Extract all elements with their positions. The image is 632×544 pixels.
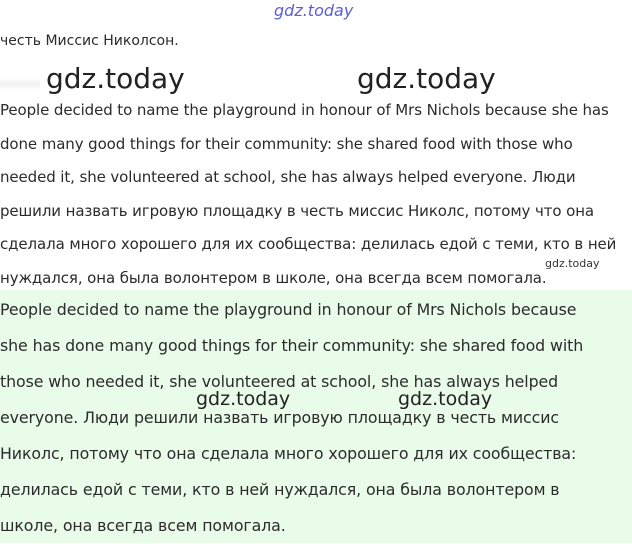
previous-text-line: честь Миссис Николсон. (0, 33, 179, 49)
answer-line: сделала много хорошего для их сообщества: делилась едой с теми, кто в ней (0, 235, 617, 253)
answer-line: нуждался, она была волонтером в школе, она всегда всем помогала. (0, 268, 547, 287)
answer-paragraph (0, 94, 632, 295)
highlighted-line: she has done many good things for their community: she shared food with (0, 336, 584, 355)
watermark-middle-left: gdz.today (196, 388, 291, 410)
highlighted-line: школе, она всегда всем помогала. (0, 516, 286, 535)
watermark-small: gdz.today (545, 257, 600, 270)
watermark-top: gdz.today (274, 1, 354, 20)
watermark-right-large: gdz.today (357, 62, 496, 95)
highlighted-line: делилась едой с теми, кто в ней нуждался, она была волонтером в (0, 480, 560, 499)
watermark-left-large: gdz.today (46, 62, 185, 95)
highlighted-line: Николс, потому что она сделала много хорошего для их сообщества: (0, 444, 577, 463)
watermark-middle-right: gdz.today (398, 388, 493, 410)
answer-line: решили назвать игровую площадку в честь миссис Николс, потому что она (0, 201, 595, 220)
answer-line: needed it, she volunteered at school, she has always helped everyone. Люди (0, 168, 576, 186)
divider (0, 78, 40, 90)
highlighted-line: everyone. Люди решили назвать игровую площадку в честь миссис (0, 408, 559, 427)
highlighted-line: People decided to name the playground in honour of Mrs Nichols because (0, 300, 577, 319)
highlighted-line: those who needed it, she volunteered at school, she has always helped (0, 372, 559, 391)
highlighted-answer-paragraph (0, 290, 632, 544)
answer-line: done many good things for their community: she shared food with those who (0, 134, 573, 153)
answer-line: People decided to name the playground in honour of Mrs Nichols because she has (0, 101, 609, 119)
highlighted-answer-block (0, 290, 632, 543)
